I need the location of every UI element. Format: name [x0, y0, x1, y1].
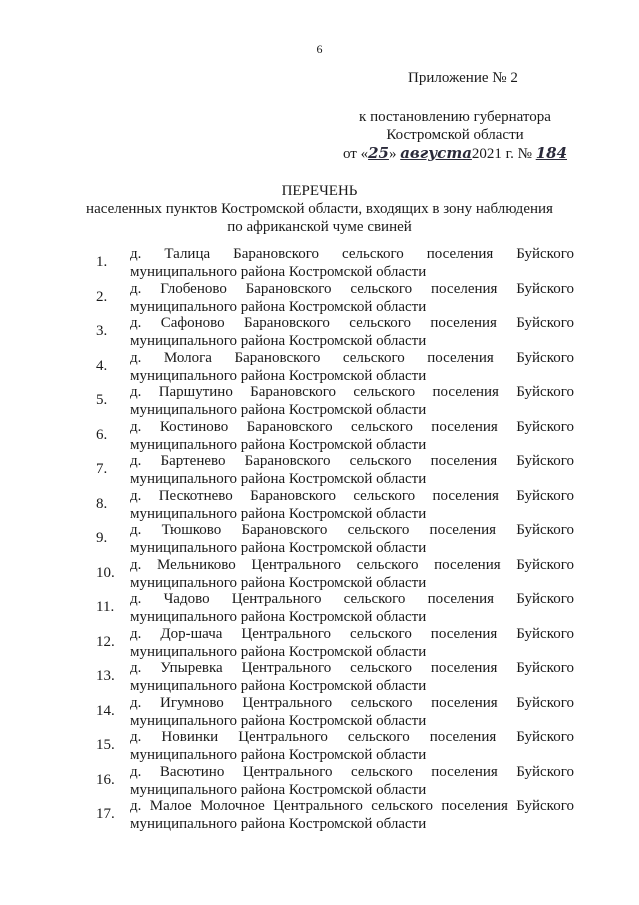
list-item-line-2: муниципального района Костромской области — [130, 574, 427, 591]
list-item — [0, 350, 639, 384]
list-item-number: 4. — [96, 357, 108, 374]
decree-day: 25 — [368, 144, 389, 162]
list-item — [0, 315, 639, 349]
list-item-line-2: муниципального района Костромской области — [130, 367, 427, 384]
decree-number: 184 — [535, 144, 568, 162]
title-line-1: населенных пунктов Костромской области, входящих в зону наблюдения — [86, 201, 553, 217]
list-item-line-1: д. Сафоново Барановского сельского поселения Буйского — [130, 315, 574, 331]
list-item-number: 3. — [96, 323, 108, 339]
list-item-line-2: муниципального района Костромской области — [130, 540, 427, 556]
list-item-number: 7. — [96, 461, 108, 477]
list-item-line-2: муниципального района Костромской области — [130, 264, 427, 280]
title-heading: ПЕРЕЧЕНЬ — [281, 183, 358, 199]
list-item — [0, 384, 639, 418]
list-item — [0, 246, 639, 280]
list-item-number: 12. — [96, 633, 115, 650]
list-item-line-2: муниципального района Костромской области — [130, 781, 427, 798]
list-item — [0, 591, 639, 625]
decree-quote: » — [388, 146, 397, 162]
list-item-line-2: муниципального района Костромской области — [130, 816, 427, 832]
list-item-number: 8. — [96, 495, 108, 512]
list-item-number: 2. — [96, 288, 108, 305]
list-item — [0, 453, 639, 487]
list-item-line-2: муниципального района Костромской области — [130, 436, 427, 453]
decree-year: 2021 г. № — [471, 146, 532, 162]
page-number: 6 — [316, 42, 323, 56]
list-item — [0, 798, 639, 832]
list-item-number: 15. — [96, 737, 115, 753]
list-item-line-2: муниципального района Костромской области — [130, 747, 427, 763]
list-item-number: 9. — [96, 530, 108, 546]
list-item-line-1: д. Паршутино Барановского сельского поселения Буйского — [130, 384, 574, 400]
list-item-line-2: муниципального района Костромской области — [130, 471, 427, 487]
list-item-line-1: д. Молога Барановского сельского поселения Буйского — [130, 349, 574, 366]
list-item-line-1: д. Новинки Центрального сельского поселения Буйского — [130, 729, 574, 745]
list-item-line-2: муниципального района Костромской области — [130, 678, 427, 694]
list-item — [0, 557, 639, 591]
list-item — [0, 695, 639, 729]
list-item-line-2: муниципального района Костромской области — [130, 505, 427, 522]
list-item-line-1: д. Васютино Центрального сельского поселения Буйского — [130, 763, 574, 780]
list-item — [0, 522, 639, 556]
list-item-line-1: д. Чадово Центрального сельского поселения Буйского — [130, 591, 574, 607]
decree-month: августа — [400, 144, 472, 162]
decree-from: от « — [342, 146, 369, 162]
list-item-number: 1. — [96, 254, 108, 270]
list-item-number: 10. — [96, 564, 115, 581]
decree-date-line — [330, 144, 580, 163]
list-item-line-1: д. Пескотнево Барановского сельского поселения Буйского — [130, 487, 574, 504]
list-item-number: 5. — [96, 392, 108, 408]
list-item-line-2: муниципального района Костромской области — [130, 333, 427, 349]
list-item-number: 13. — [96, 668, 115, 684]
list-item-line-1: д. Мельниково Центрального сельского поселения Буйского — [130, 556, 574, 573]
list-item-line-1: д. Талица Барановского сельского поселения Буйского — [130, 246, 574, 262]
list-item-number: 11. — [96, 599, 115, 615]
list-item — [0, 729, 639, 763]
list-title — [0, 182, 639, 236]
list-item — [0, 281, 639, 315]
list-item-line-2: муниципального района Костромской области — [130, 643, 427, 660]
list-item-line-2: муниципального района Костромской области — [130, 609, 427, 625]
list-item-number: 14. — [96, 702, 115, 719]
decree-line-2: Костромской области — [386, 127, 524, 143]
list-item-number: 17. — [96, 806, 115, 822]
decree-reference — [330, 108, 580, 163]
list-item-line-1: д. Дор-шача Центрального сельского поселения Буйского — [130, 625, 574, 642]
list-item — [0, 764, 639, 798]
list-item-number: 16. — [96, 771, 115, 788]
list-item — [0, 660, 639, 694]
list-item-line-2: муниципального района Костромской области — [130, 402, 427, 418]
list-item-line-2: муниципального района Костромской области — [130, 298, 427, 315]
list-item-number: 6. — [96, 426, 108, 443]
list-item — [0, 419, 639, 453]
appendix-label: Приложение № 2 — [408, 70, 518, 86]
list-item-line-2: муниципального района Костромской области — [130, 712, 427, 729]
list-item-line-1: д. Тюшково Барановского сельского поселения Буйского — [130, 522, 574, 538]
list-item-line-1: д. Упыревка Центрального сельского поселения Буйского — [130, 660, 574, 676]
decree-line-1: к постановлению губернатора — [359, 109, 551, 125]
list-item — [0, 626, 639, 660]
list-item-line-1: д. Бартенево Барановского сельского поселения Буйского — [130, 453, 574, 469]
list-item-line-1: д. Костиново Барановского сельского поселения Буйского — [130, 418, 574, 435]
list-item-line-1: д. Игумново Центрального сельского поселения Буйского — [130, 694, 574, 711]
list-item — [0, 488, 639, 522]
title-line-2: по африканской чуме свиней — [227, 219, 412, 235]
list-item-line-1: д. Малое Молочное Центрального сельского поселения Буйского — [130, 798, 574, 814]
list-item-line-1: д. Глобеново Барановского сельского поселения Буйского — [130, 280, 574, 297]
